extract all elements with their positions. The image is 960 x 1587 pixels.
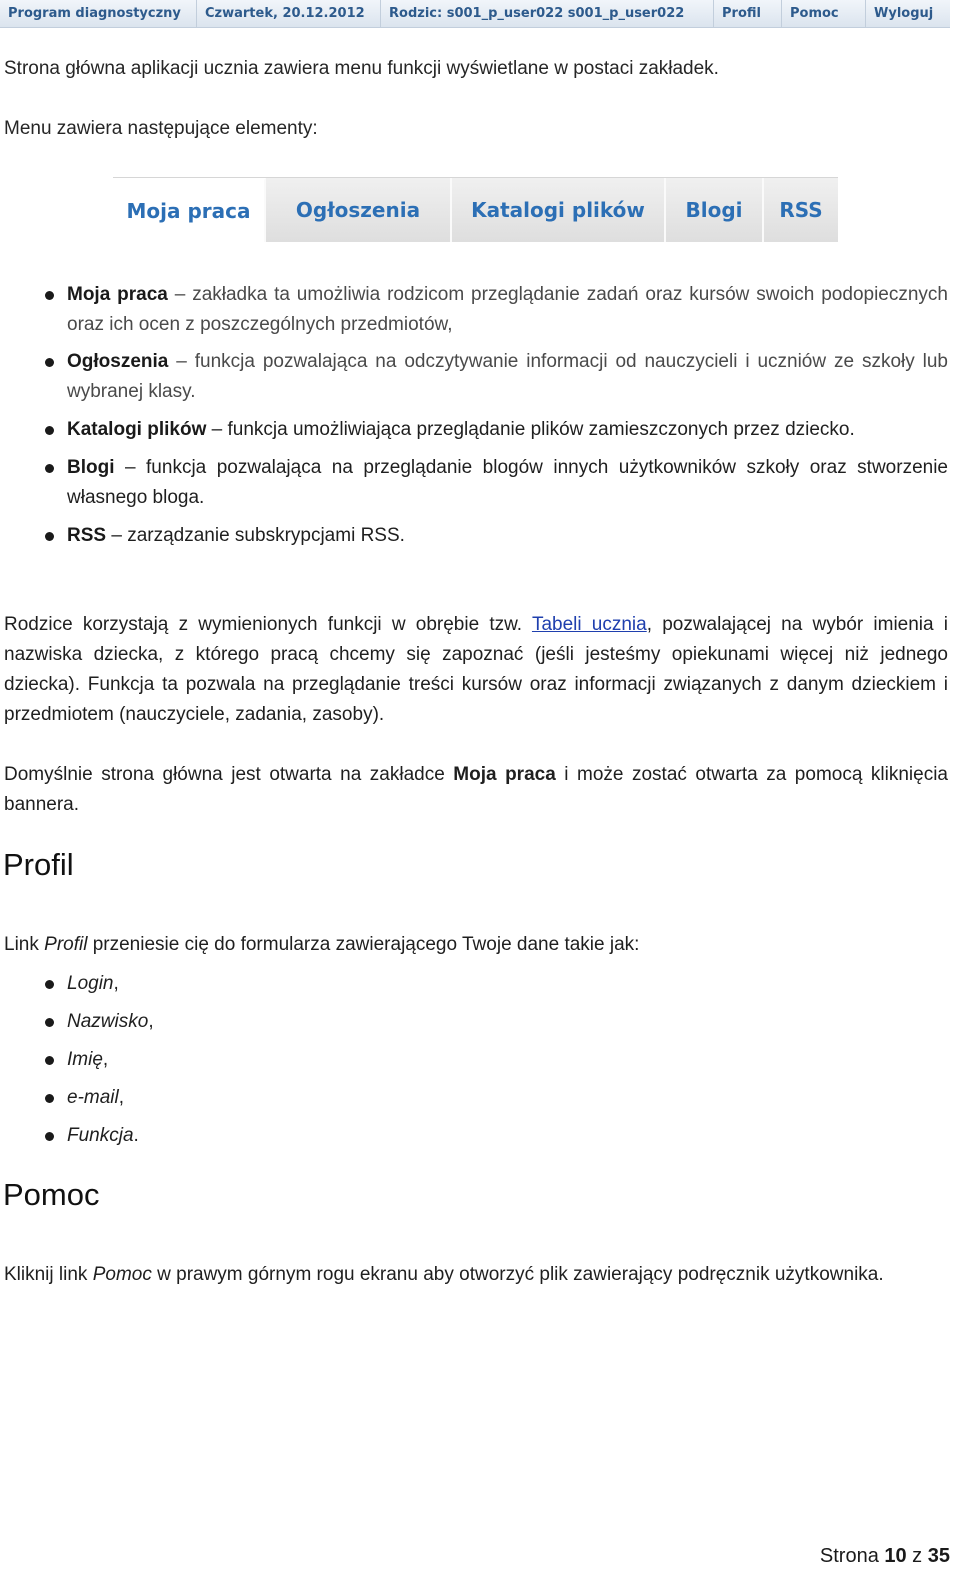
current-page: 10 — [884, 1545, 907, 1567]
item-term: Katalogi plików — [67, 419, 207, 440]
total-pages: 35 — [927, 1545, 950, 1567]
bullet-icon — [45, 1132, 54, 1141]
list-item — [0, 347, 948, 407]
profil-fields-list — [0, 969, 948, 1151]
separator: , — [113, 973, 119, 994]
current-date: Czwartek, 20.12.2012 — [197, 0, 381, 27]
heading-profil: Profil — [3, 847, 74, 882]
bullet-icon — [45, 980, 54, 989]
item-text: – funkcja pozwalająca na odczytywanie informacji od nauczycieli i uczniów ze szkoły lub wybranej klasy. — [67, 351, 948, 402]
pomoc-description — [4, 1260, 948, 1290]
app-title: Program diagnostyczny — [0, 0, 197, 27]
tab-katalogi-plikow[interactable]: Katalogi plików — [452, 178, 666, 242]
item-text: – funkcja umożliwiająca przeglądanie plików zamieszczonych przez dziecko. — [206, 419, 855, 440]
field-name: Imię — [67, 1049, 103, 1070]
field-name: Nazwisko — [67, 1011, 149, 1032]
bullet-icon — [45, 426, 54, 435]
tab-rss[interactable]: RSS — [764, 178, 838, 242]
separator: . — [133, 1125, 139, 1146]
bold-term: Moja praca — [453, 764, 556, 785]
bullet-icon — [45, 1018, 54, 1027]
list-item — [0, 521, 948, 551]
intro-line-1: Strona główna aplikacji ucznia zawiera menu funkcji wyświetlane w postaci zakładek. — [4, 58, 719, 79]
bullet-icon — [45, 291, 54, 300]
list-item — [0, 280, 948, 340]
field-name: e-mail — [67, 1087, 119, 1108]
page-number — [820, 1545, 950, 1568]
list-item — [0, 453, 948, 513]
page-separator: z — [906, 1545, 928, 1567]
paragraph-text: i może zostać otwarta za pomocą kliknięcia bannera. — [4, 764, 949, 815]
italic-term: Profil — [44, 934, 88, 955]
paragraph-text: Kliknij link — [4, 1264, 93, 1285]
intro-line-2: Menu zawiera następujące elementy: — [4, 118, 318, 139]
bullet-icon — [45, 1094, 54, 1103]
paragraph-text: przeniesie cię do formularza zawierającego Twoje dane takie jak: — [87, 934, 640, 955]
heading-pomoc: Pomoc — [3, 1177, 100, 1212]
menu-tabs-screenshot — [113, 177, 838, 242]
app-top-bar — [0, 0, 950, 28]
item-term: Moja praca — [67, 284, 168, 305]
bullet-icon — [45, 532, 54, 541]
paragraph-text: w prawym górnym rogu ekranu aby otworzyć plik zawierający podręcznik użytkownika. — [151, 1264, 884, 1285]
tabela-ucznia-link[interactable]: Tabeli ucznia — [531, 614, 647, 635]
tab-ogloszenia[interactable]: Ogłoszenia — [266, 178, 452, 242]
list-item — [0, 1121, 948, 1151]
bullet-icon — [45, 1056, 54, 1065]
bullet-icon — [45, 464, 54, 473]
list-item — [0, 969, 948, 999]
profile-link[interactable]: Profil — [714, 0, 782, 27]
item-term: RSS — [67, 525, 107, 546]
paragraph-text: , pozwalającej na wybór imienia i nazwiska dziecka, z którego pracą chcemy się zapoznać (jeśli jesteśmy opiekunami więcej niż jednego dziecka). Funkcja ta pozwala na przeglądanie treści kursów oraz informacji związanych z danym dzieckiem i przedmiotem (nauczyciele, zadania, zasoby). — [4, 614, 949, 725]
list-item — [0, 415, 948, 445]
paragraph-text: Domyślnie strona główna jest otwarta na zakładce — [4, 764, 454, 785]
item-text: – zakładka ta umożliwia rodzicom przeglądanie zadań oraz kursów swoich podopiecznych oraz ich ocen z poszczególnych przedmiotów, — [67, 284, 948, 335]
item-text: – funkcja pozwalająca na przeglądanie blogów innych użytkowników szkoły oraz stworzenie własnego bloga. — [67, 457, 948, 508]
separator: , — [148, 1011, 154, 1032]
field-name: Login — [67, 973, 114, 994]
help-link[interactable]: Pomoc — [782, 0, 866, 27]
paragraph-default-tab — [4, 760, 948, 820]
italic-term: Pomoc — [92, 1264, 152, 1285]
parent-user: Rodzic: s001_p_user022 s001_p_user022 — [381, 0, 714, 27]
menu-items-list — [0, 280, 948, 551]
separator: , — [102, 1049, 109, 1070]
list-item — [0, 1083, 948, 1113]
paragraph-tabela-ucznia — [4, 610, 948, 730]
page-label: Strona — [819, 1545, 885, 1567]
paragraph-text: Link — [4, 934, 45, 955]
item-text: – zarządzanie subskrypcjami RSS. — [106, 525, 405, 546]
tab-blogi[interactable]: Blogi — [666, 178, 764, 242]
profil-description — [4, 930, 948, 960]
list-item — [0, 1045, 948, 1075]
paragraph-text: Rodzice korzystają z wymienionych funkcji w obrębie tzw. — [4, 614, 532, 635]
tab-moja-praca[interactable]: Moja praca — [113, 178, 266, 242]
logout-link[interactable]: Wyloguj — [874, 6, 934, 21]
item-term: Ogłoszenia — [67, 351, 169, 372]
separator: , — [118, 1087, 125, 1108]
bullet-icon — [45, 358, 54, 367]
list-item — [0, 1007, 948, 1037]
field-name: Funkcja — [67, 1125, 134, 1146]
item-term: Blogi — [67, 457, 115, 478]
